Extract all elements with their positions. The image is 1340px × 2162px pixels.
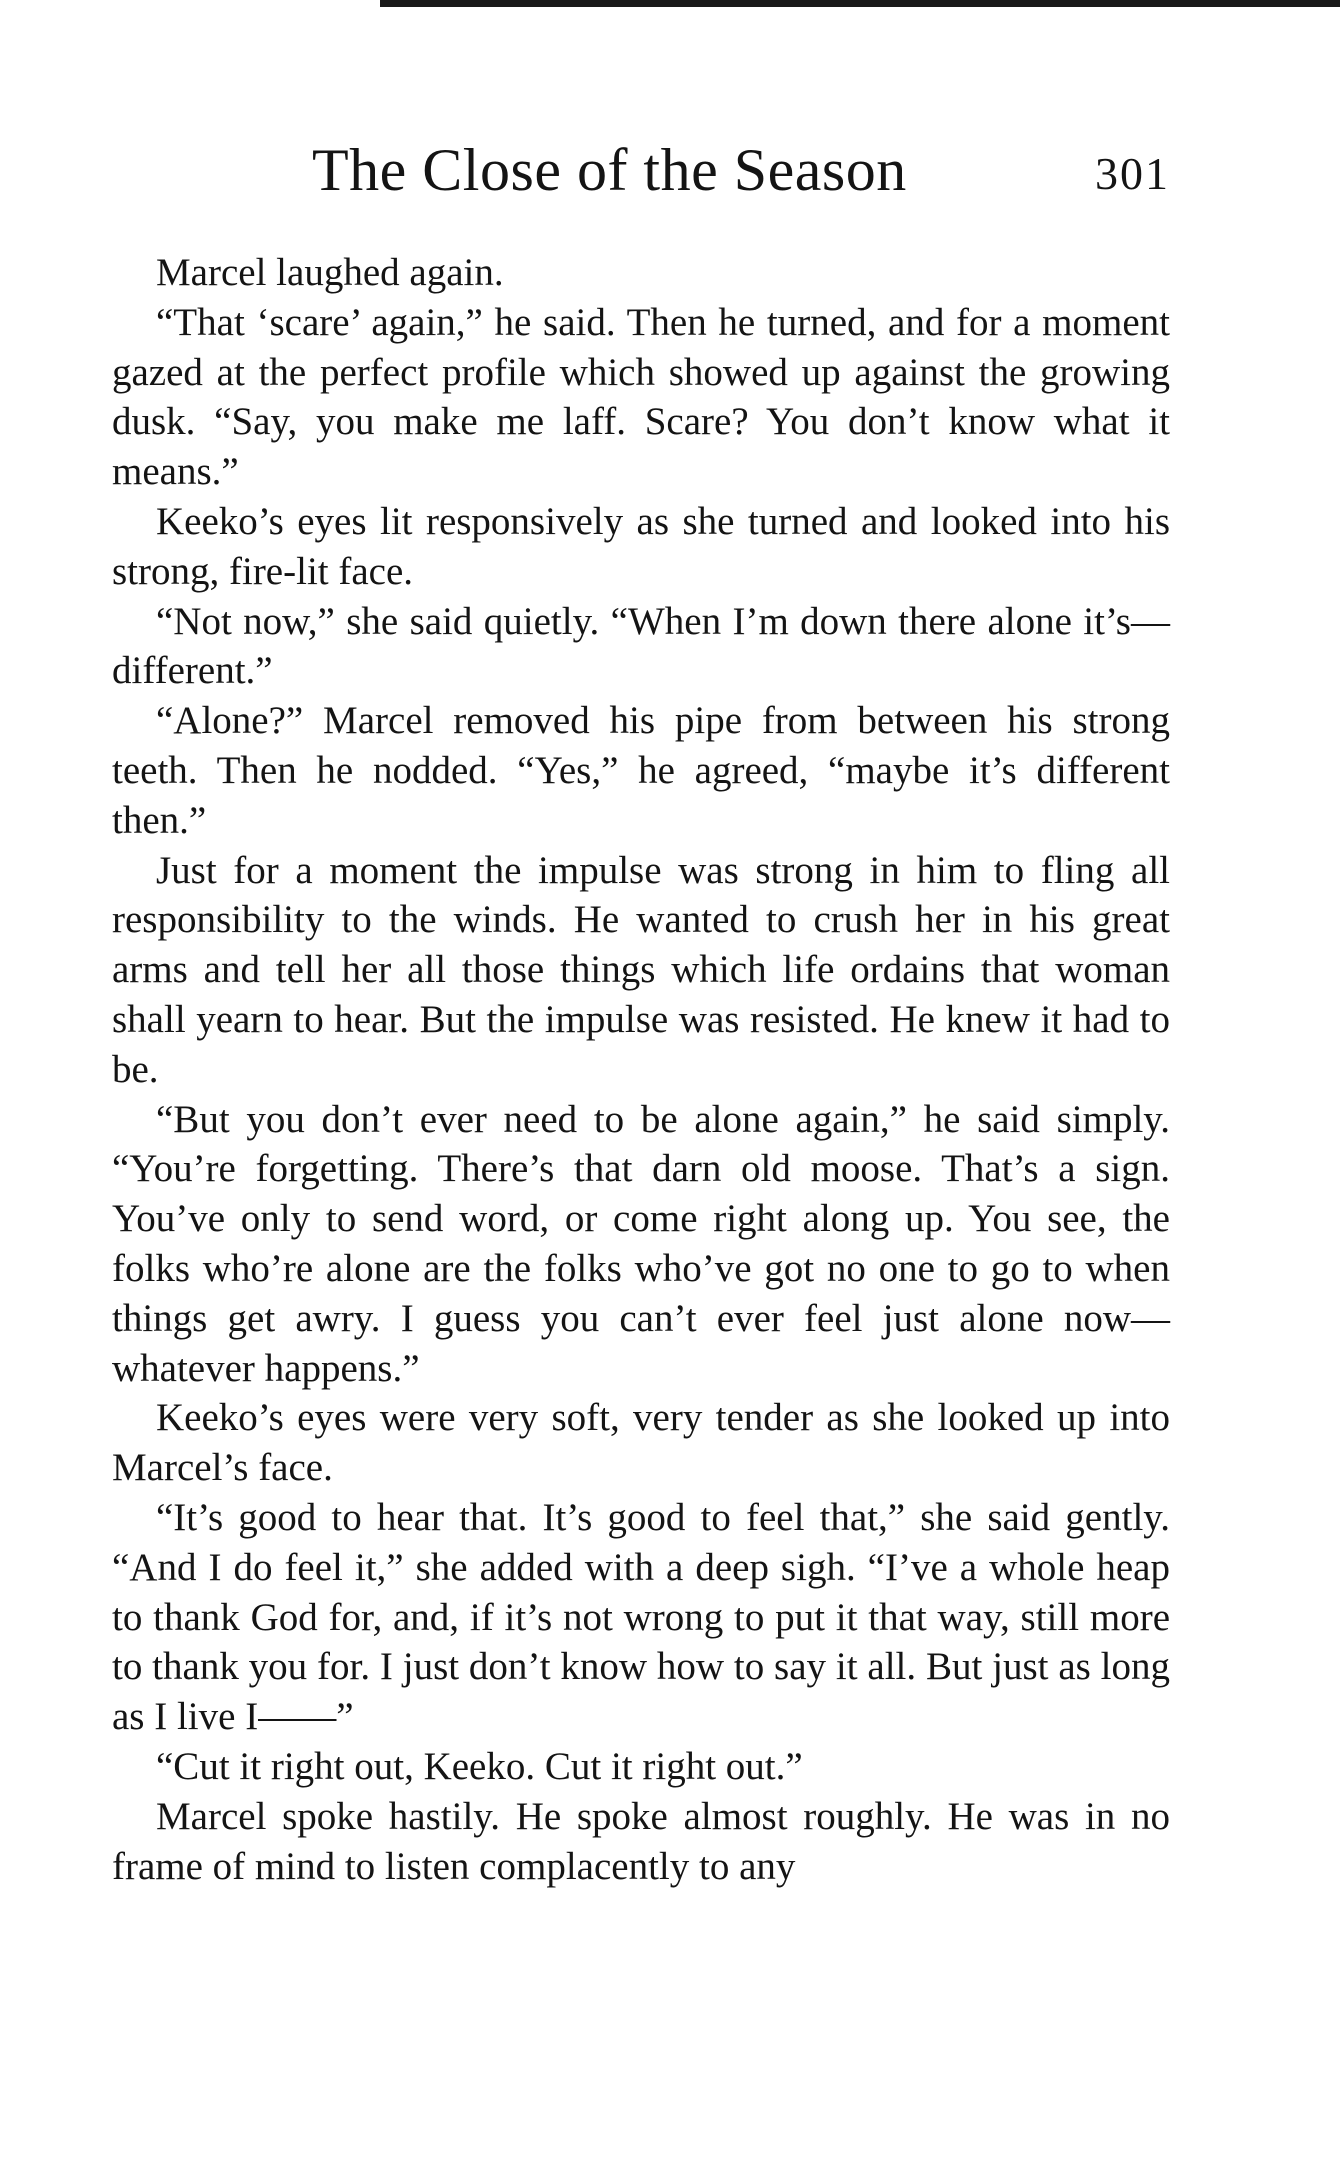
page-number: 301 bbox=[1095, 148, 1170, 199]
body-text bbox=[112, 248, 1170, 1891]
paragraph: “Not now,” she said quietly. “When I’m down there alone it’s—different.” bbox=[112, 599, 1170, 693]
paragraph: “Cut it right out, Keeko. Cut it right out.” bbox=[156, 1744, 803, 1788]
top-edge-rule bbox=[380, 0, 1340, 7]
paragraph: Just for a moment the impulse was strong in him to fling all responsibility to the winds. He wanted to crush her in his great arms and tell her all those things which life ordains that woman shall yearn to hear. But the impulse was resisted. He knew it had to be. bbox=[112, 848, 1170, 1091]
running-header bbox=[112, 130, 1170, 210]
running-title: The Close of the Season bbox=[312, 137, 907, 203]
paragraph: Keeko’s eyes were very soft, very tender as she looked up into Marcel’s face. bbox=[112, 1396, 1170, 1490]
paragraph: Marcel laughed again. bbox=[156, 251, 504, 294]
paragraph: Keeko’s eyes lit responsively as she turned and looked into his strong, fire-lit face. bbox=[112, 499, 1170, 593]
paragraph: Marcel spoke hastily. He spoke almost roughly. He was in no frame of mind to listen complacently to any bbox=[112, 1794, 1170, 1888]
paragraph: “Alone?” Marcel removed his pipe from between his strong teeth. Then he nodded. “Yes,” he agreed, “maybe it’s different then.” bbox=[112, 699, 1170, 842]
paragraph: “It’s good to hear that. It’s good to feel that,” she said gently. “And I do feel it,” she added with a deep sigh. “I’ve a whole heap to thank God for, and, if it’s not wrong to put it that way, still more to thank you for. I just don’t know how to say it all. But just as long as I live I——” bbox=[112, 1495, 1170, 1739]
paragraph: “But you don’t ever need to be alone again,” he said simply. “You’re forgetting. There’s that darn old moose. That’s a sign. You’ve only to send word, or come right along up. You see, the folks who’re alone are the folks who’ve got no one to go to when things get awry. I guess you can’t ever feel just alone now—whatever happens.” bbox=[112, 1097, 1170, 1390]
paragraph: “That ‘scare’ again,” he said. Then he turned, and for a moment gazed at the perfect profile which showed up against the growing dusk. “Say, you make me laff. Scare? You don’t know what it means.” bbox=[112, 300, 1170, 494]
